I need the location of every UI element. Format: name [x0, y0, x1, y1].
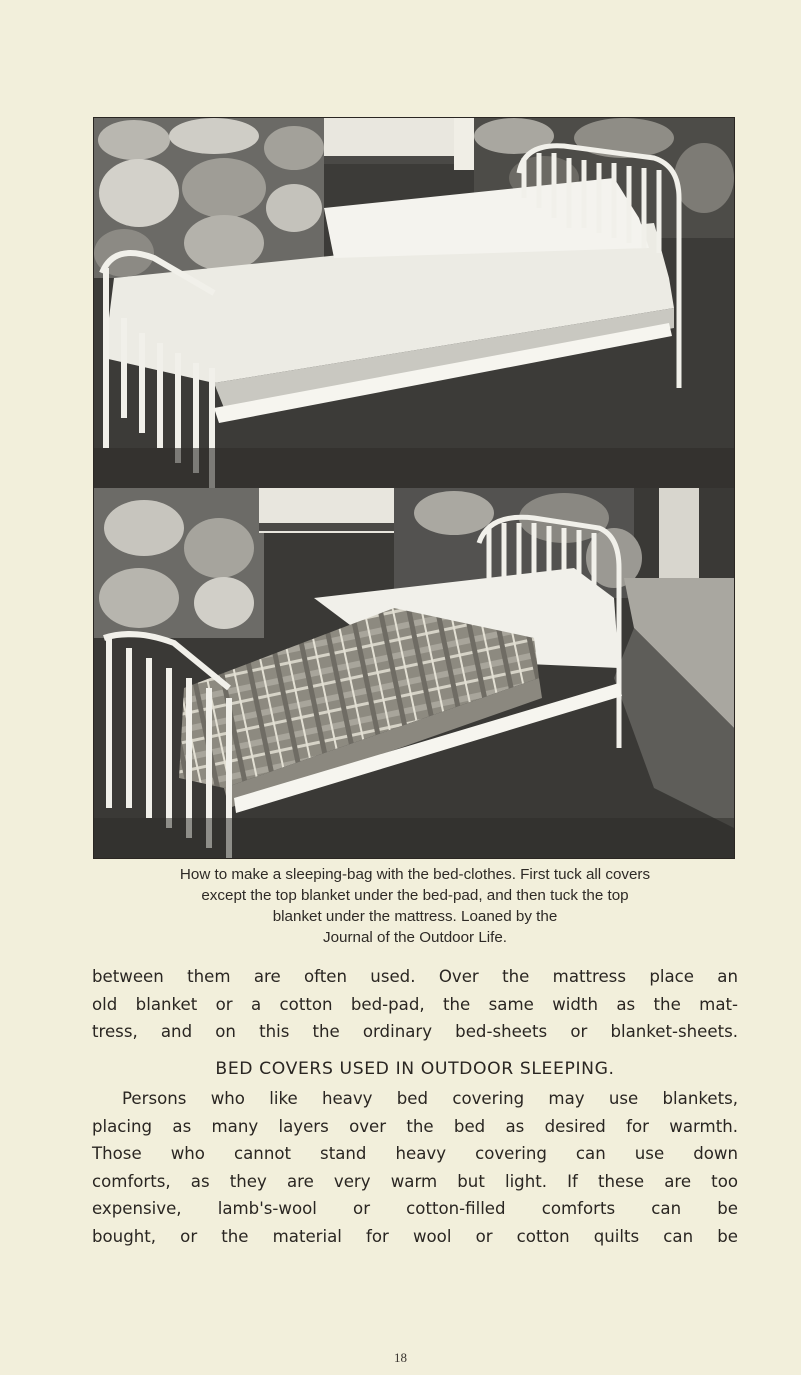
text-line: placing as many layers over the bed as desired for warmth.: [92, 1116, 738, 1136]
caption-line: How to make a sleeping-bag with the bed-clothes. First tuck all covers: [179, 866, 651, 883]
figure-caption: [92, 864, 738, 948]
caption-line: Journal of the Outdoor Life.: [322, 929, 508, 946]
text-line: Those who cannot stand heavy covering can use down: [92, 1144, 738, 1163]
page-number: 18: [394, 1350, 407, 1365]
bed-photograph: [93, 117, 735, 859]
section-heading: BED COVERS USED IN OUTDOOR SLEEPING.: [215, 1059, 615, 1079]
text-line: old blanket or a cotton bed-pad, the same width as the mat-: [92, 994, 738, 1014]
caption-line: except the top blanket under the bed-pad, and then tuck the top: [201, 887, 629, 904]
text-line: expensive, lamb's-wool or cotton-filled comforts can be: [92, 1199, 738, 1218]
paragraph-continued: [92, 963, 738, 1046]
paragraph-bed-covers: [92, 1085, 738, 1250]
text-line: Persons who like heavy bed covering may use blankets,: [122, 1089, 738, 1108]
text-line: tress, and on this the ordinary bed-sheets or blanket-sheets.: [92, 1022, 738, 1041]
text-line: bought, or the material for wool or cotton quilts can be: [92, 1226, 738, 1246]
caption-line: blanket under the mattress. Loaned by the: [272, 908, 558, 925]
top-photo: [94, 118, 734, 488]
text-line: comforts, as they are very warm but light. If these are too: [92, 1171, 738, 1191]
text-line: between them are often used. Over the mattress place an: [92, 967, 738, 986]
bottom-photo: [94, 488, 734, 858]
